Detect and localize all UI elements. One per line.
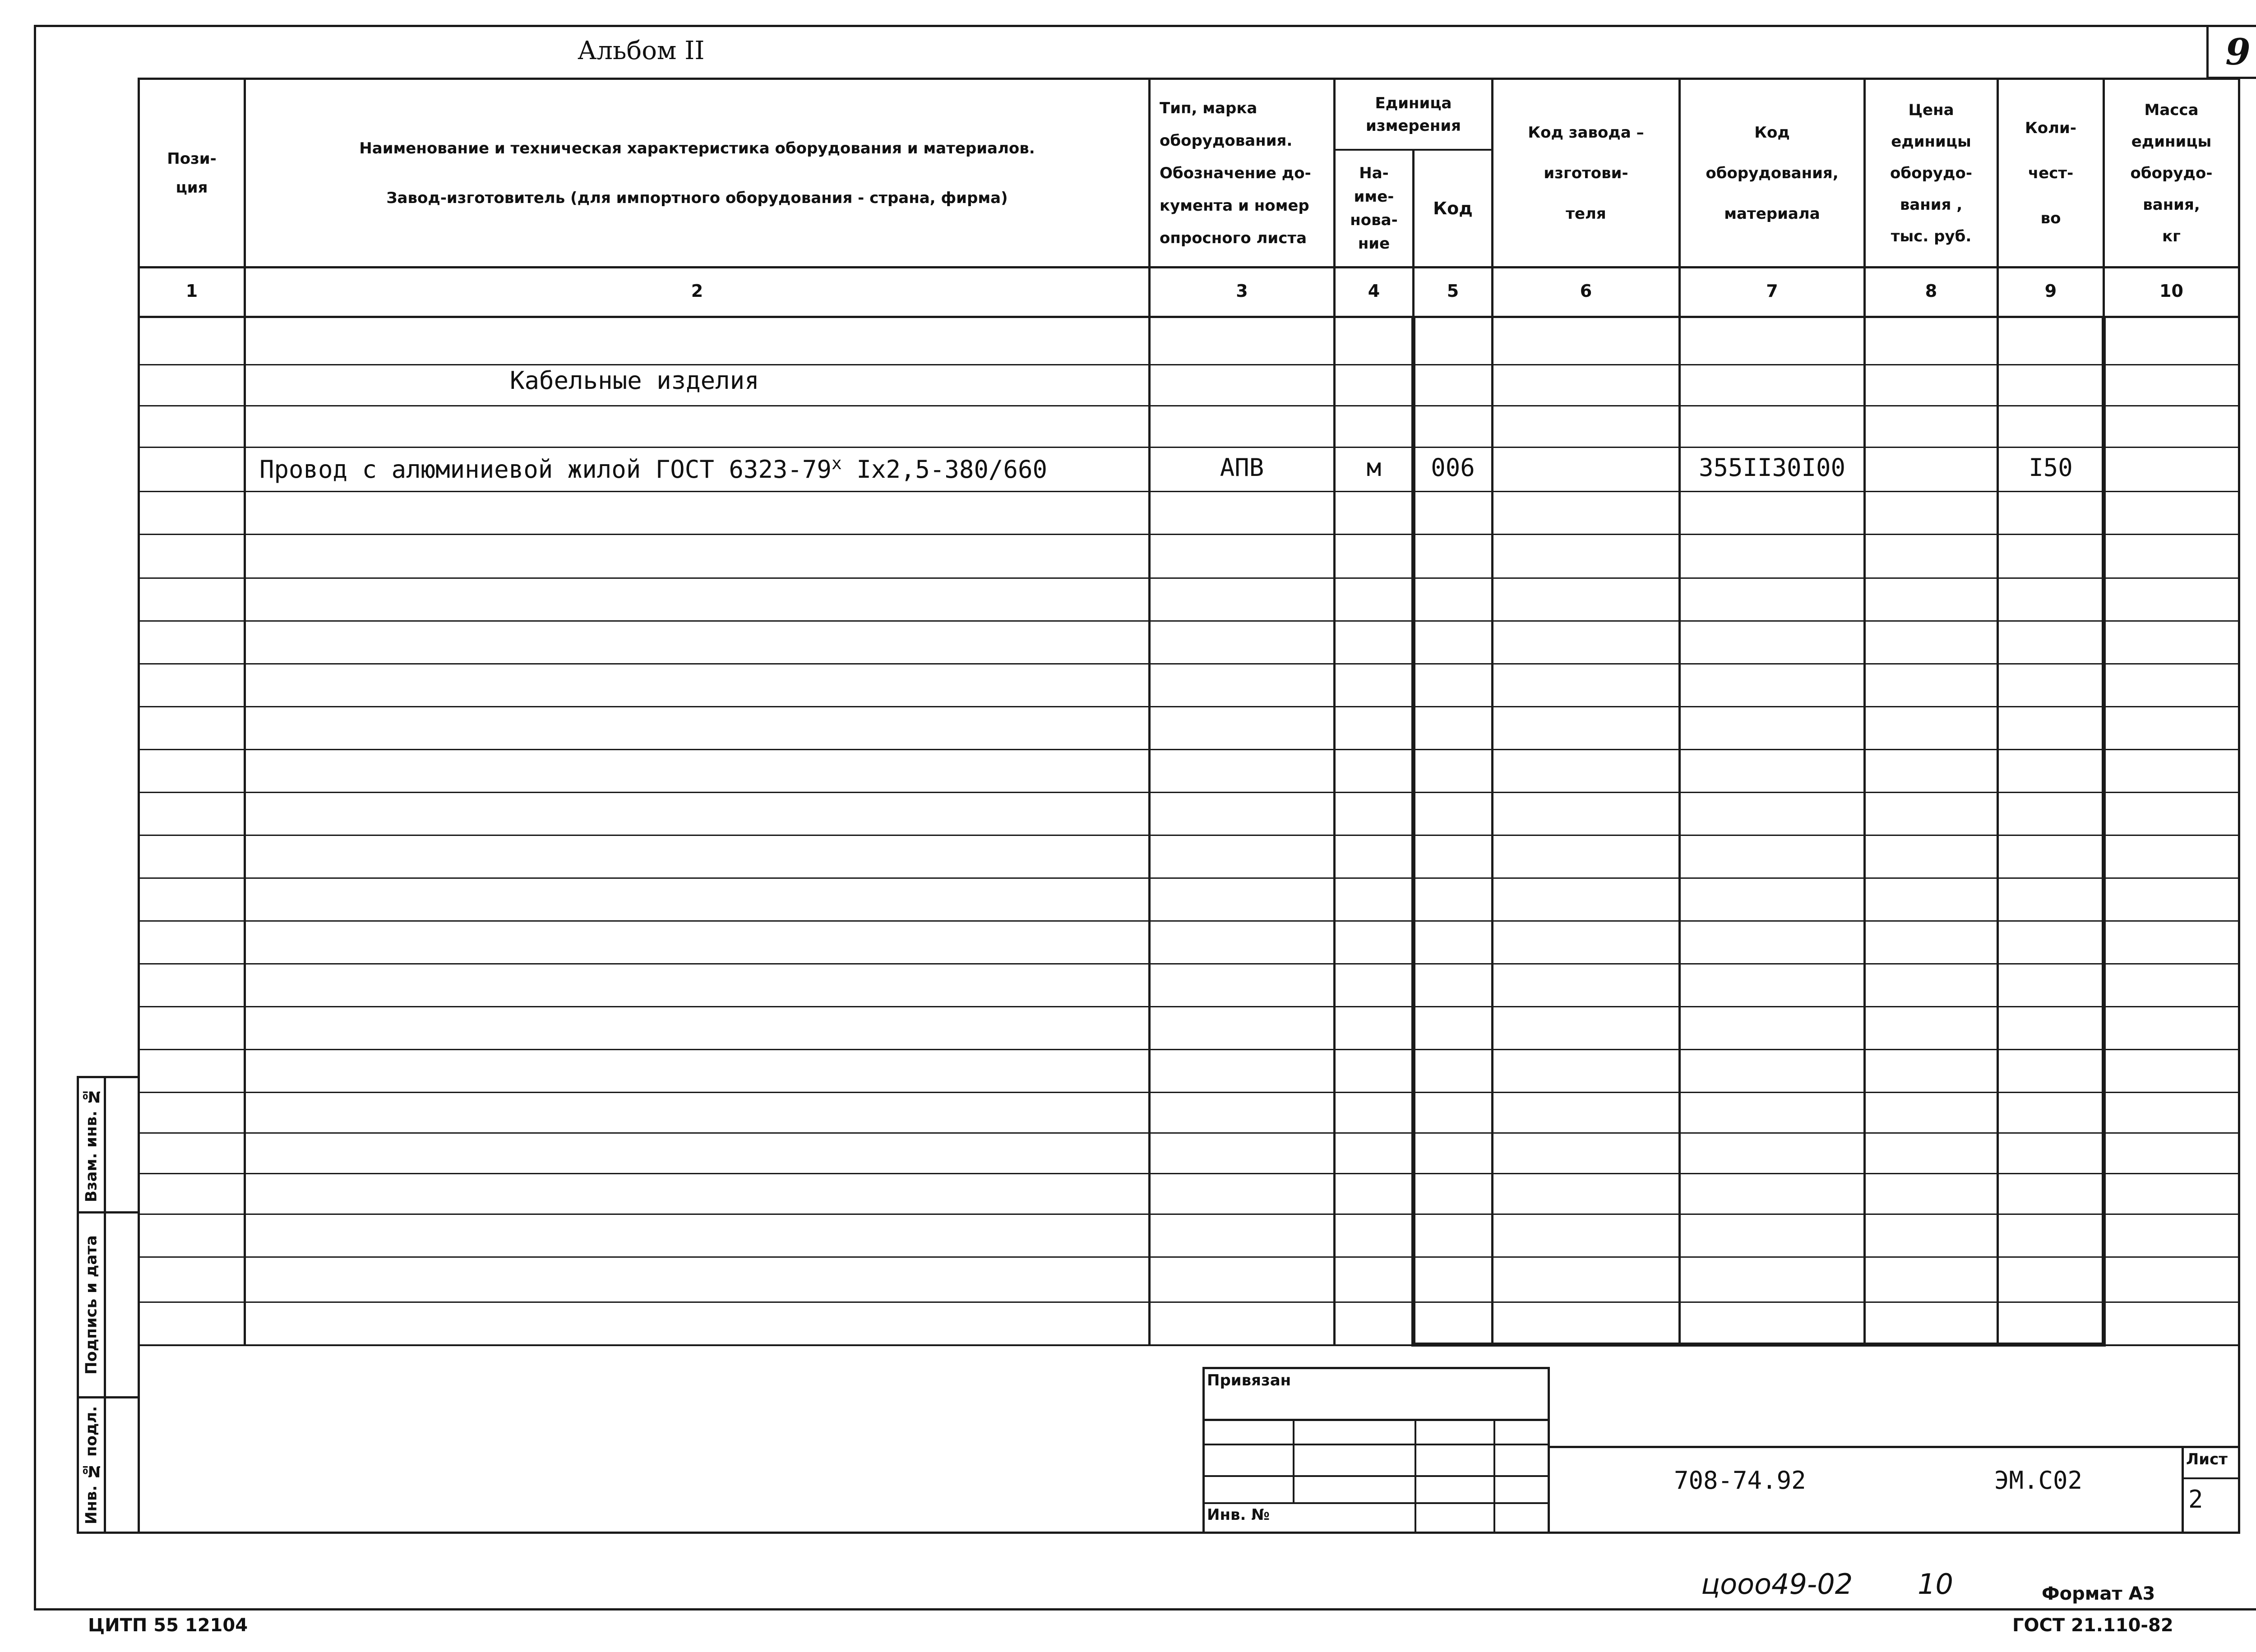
header-unit-name-line: ние bbox=[1358, 235, 1390, 253]
header-mass-line: вания, bbox=[2143, 195, 2200, 214]
header-plant-code bbox=[1493, 80, 1678, 266]
header-unit-name-line: име- bbox=[1354, 188, 1394, 206]
outer-frame-top bbox=[34, 25, 2256, 27]
row-line bbox=[138, 620, 2240, 622]
side-label-podpis: Подпись и дата bbox=[82, 1235, 101, 1375]
sheet-box-div bbox=[2182, 1477, 2240, 1479]
row-line bbox=[138, 963, 2240, 964]
row-line bbox=[138, 364, 2240, 365]
sheet-label: Лист bbox=[2186, 1450, 2228, 1468]
stamp-inv-label: Инв. № bbox=[1207, 1506, 1270, 1524]
col-sep-5 bbox=[1491, 78, 1493, 1346]
stamp-h4 bbox=[1202, 1502, 1550, 1504]
header-mass-line: Масса bbox=[2144, 101, 2199, 119]
header-position-line: Пози- bbox=[167, 149, 217, 168]
column-number-4: 4 bbox=[1368, 281, 1380, 301]
row-line bbox=[138, 920, 2240, 922]
header-plant-code-line: изготови- bbox=[1544, 164, 1628, 182]
page-number: 9 bbox=[2225, 31, 2251, 73]
outer-frame-left bbox=[34, 25, 36, 1610]
citp-label: ЦИТП 55 12104 bbox=[88, 1615, 248, 1636]
header-price-line: вания , bbox=[1900, 195, 1963, 214]
header-quantity bbox=[1999, 80, 2103, 266]
header-unit-code: Код bbox=[1433, 198, 1473, 218]
stamp-top bbox=[1202, 1367, 1550, 1369]
stamp-left bbox=[1202, 1367, 1205, 1534]
item-name bbox=[259, 453, 1047, 484]
header-plant-code-line: теля bbox=[1566, 204, 1606, 223]
stamp-v3 bbox=[1493, 1419, 1495, 1534]
header-type-line: Обозначение до- bbox=[1160, 164, 1311, 182]
header-material-code-line: оборудования, bbox=[1706, 164, 1839, 182]
row-line bbox=[138, 1173, 2240, 1174]
row-line bbox=[138, 706, 2240, 707]
gost-label: ГОСТ 21.110-82 bbox=[2012, 1615, 2173, 1636]
stamp-v2 bbox=[1415, 1419, 1416, 1534]
row-line bbox=[138, 1092, 2240, 1093]
row-line bbox=[138, 447, 2240, 448]
row-line bbox=[138, 792, 2240, 793]
column-number-8: 8 bbox=[1925, 281, 1937, 301]
header-name-line: Наименование и техническая характеристика оборудования и материалов. bbox=[359, 139, 1035, 157]
col-sep-2 bbox=[1148, 78, 1151, 1346]
header-name-line: Завод-изготовитель (для импортного оборудования - страна, фирма) bbox=[386, 189, 1008, 207]
handwritten-page: 10 bbox=[1918, 1568, 1953, 1601]
column-number-2: 2 bbox=[691, 281, 703, 301]
outer-frame-bottom bbox=[34, 1608, 2256, 1610]
header-unit-name bbox=[1336, 151, 1412, 266]
col-sep-6 bbox=[1678, 78, 1681, 1346]
header-quantity-line: Коли- bbox=[2025, 119, 2076, 137]
header-type-line: Тип, марка bbox=[1160, 99, 1257, 117]
doc-code: ЭМ.С02 bbox=[1994, 1466, 2083, 1495]
stamp-h1 bbox=[1202, 1419, 1550, 1421]
doc-number: 708-74.92 bbox=[1674, 1466, 1806, 1495]
row-line bbox=[138, 534, 2240, 535]
row-line bbox=[138, 1301, 2240, 1303]
col-sep-3 bbox=[1333, 78, 1336, 1346]
row-line bbox=[138, 405, 2240, 406]
col-sep-8 bbox=[1997, 78, 1999, 1346]
row-line bbox=[138, 1132, 2240, 1134]
header-price-line: оборудо- bbox=[1890, 164, 1972, 182]
row-line bbox=[138, 1006, 2240, 1007]
header-price-line: единицы bbox=[1891, 132, 1971, 151]
header-unit-line: Единица bbox=[1375, 94, 1452, 112]
header-unit-group bbox=[1336, 80, 1491, 149]
col-sep-7 bbox=[1863, 78, 1866, 1346]
column-number-10: 10 bbox=[2159, 281, 2183, 301]
section-title: Кабельные изделия bbox=[510, 366, 759, 395]
column-number-3: 3 bbox=[1236, 281, 1248, 301]
format-label: Формат А3 bbox=[2042, 1583, 2155, 1604]
header-quantity-line: во bbox=[2040, 209, 2061, 227]
row-line bbox=[138, 835, 2240, 836]
column-number-1: 1 bbox=[185, 281, 198, 301]
item-spec-text: Iх2,5-380/660 bbox=[841, 455, 1047, 484]
header-price-line: Цена bbox=[1908, 101, 1954, 119]
header-unit-line: измерения bbox=[1366, 116, 1461, 135]
numbers-bottom bbox=[138, 316, 2240, 318]
row-line bbox=[138, 1049, 2240, 1050]
column-number-5: 5 bbox=[1447, 281, 1459, 301]
row-line bbox=[138, 663, 2240, 664]
stamp-v1 bbox=[1293, 1419, 1294, 1502]
header-unit-name-line: нова- bbox=[1350, 211, 1398, 229]
item-unit: м bbox=[1366, 453, 1382, 482]
header-mass-line: кг bbox=[2162, 227, 2181, 245]
row-line bbox=[138, 491, 2240, 492]
item-quantity: I50 bbox=[2029, 453, 2073, 482]
header-position-line: ция bbox=[176, 178, 208, 197]
body-bottom bbox=[138, 1344, 2240, 1346]
header-mass-line: единицы bbox=[2131, 132, 2212, 151]
col-sep-1 bbox=[244, 78, 246, 1346]
header-plant-code-line: Код завода – bbox=[1528, 123, 1644, 142]
column-number-9: 9 bbox=[2044, 281, 2057, 301]
table-right bbox=[2238, 78, 2240, 1534]
row-line bbox=[138, 577, 2240, 579]
header-mass-line: оборудо- bbox=[2130, 164, 2213, 182]
header-material-code-line: Код bbox=[1754, 123, 1790, 142]
header-name bbox=[246, 80, 1148, 266]
item-name-superscript: x bbox=[831, 453, 842, 473]
album-title: Альбом II bbox=[578, 36, 705, 65]
item-name-text: Провод с алюминиевой жилой ГОСТ 6323-79 bbox=[259, 455, 832, 484]
item-unit-code: 006 bbox=[1431, 453, 1475, 482]
stamp-privyazan: Привязан bbox=[1207, 1371, 1291, 1389]
header-unit-name-line: На- bbox=[1359, 164, 1389, 182]
side-strip-inner bbox=[104, 1076, 106, 1534]
header-type-line: опросного листа bbox=[1160, 229, 1307, 247]
stamp-h3 bbox=[1202, 1475, 1550, 1477]
title-block-top bbox=[1550, 1446, 2240, 1448]
sheet-number: 2 bbox=[2188, 1485, 2203, 1514]
side-strip-bottom bbox=[77, 1532, 140, 1534]
header-price-line: тыс. руб. bbox=[1891, 227, 1972, 245]
column-number-6: 6 bbox=[1580, 281, 1592, 301]
column-number-7: 7 bbox=[1766, 281, 1778, 301]
item-material-code: 355II30I00 bbox=[1698, 453, 1846, 482]
table-bottom bbox=[138, 1532, 2240, 1534]
header-quantity-line: чест- bbox=[2028, 164, 2074, 182]
row-line bbox=[138, 1214, 2240, 1215]
header-type-line: кумента и номер bbox=[1160, 196, 1309, 215]
handwritten-code: цооо49-02 bbox=[1701, 1568, 1853, 1601]
stamp-h2 bbox=[1202, 1444, 1550, 1445]
side-label-vzam: Взам. инв. № bbox=[82, 1087, 101, 1202]
header-material-code-line: материала bbox=[1724, 204, 1820, 223]
header-type-line: оборудования. bbox=[1160, 131, 1293, 150]
header-position bbox=[140, 80, 244, 266]
stamp-right bbox=[1548, 1367, 1550, 1534]
header-material-code bbox=[1681, 80, 1863, 266]
header-mass bbox=[2105, 80, 2238, 266]
row-line bbox=[138, 749, 2240, 750]
header-price bbox=[1866, 80, 1997, 266]
row-line bbox=[138, 1256, 2240, 1258]
item-type: АПВ bbox=[1220, 453, 1264, 482]
side-label-inv: Инв. № подл. bbox=[82, 1406, 101, 1524]
header-type bbox=[1151, 80, 1333, 266]
sheet-box-left bbox=[2182, 1446, 2184, 1534]
row-line bbox=[138, 877, 2240, 879]
